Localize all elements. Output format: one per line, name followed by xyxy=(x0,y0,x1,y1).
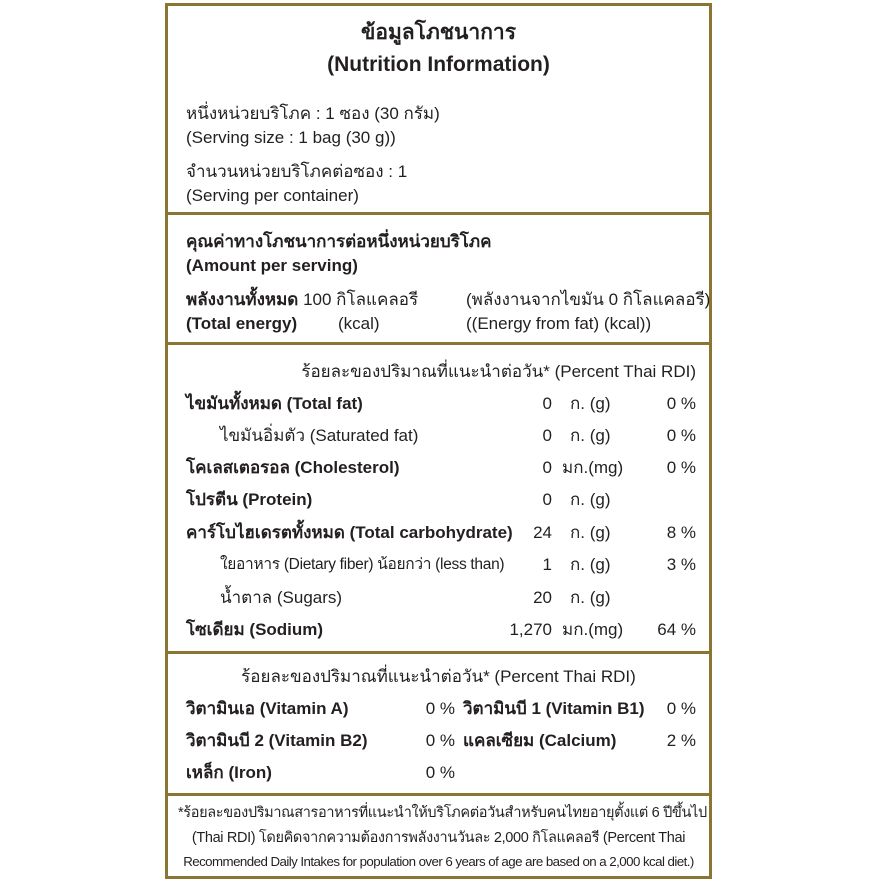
fat-energy-thai: (พลังงานจากไขมัน 0 กิโลแคลอรี) xyxy=(466,290,711,309)
title-thai: ข้อมูลโภชนาการ xyxy=(361,21,516,44)
servings-per-container-english: (Serving per container) xyxy=(186,186,359,205)
total-energy-unit: (kcal) xyxy=(338,314,380,333)
nutrient-unit: ก. (g) xyxy=(570,523,611,542)
nutrient-label: โปรตีน (Protein) xyxy=(186,490,313,509)
servings-per-container-thai: จำนวนหน่วยบริโภคต่อซอง : 1 xyxy=(186,162,408,181)
nutrient-percent: 3 % xyxy=(666,555,696,574)
calcium-percent: 2 % xyxy=(666,731,696,750)
nutrient-value: 1,270 xyxy=(509,620,552,639)
nutrient-percent: 8 % xyxy=(666,523,696,542)
nutrient-percent: 0 % xyxy=(666,458,696,477)
total-energy-english: (Total energy) xyxy=(186,314,298,333)
vitamin-a-label: วิตามินเอ (Vitamin A) xyxy=(186,699,349,718)
rdi-heading: ร้อยละของปริมาณที่แนะนำต่อวัน* (Percent Thai RDI) xyxy=(301,362,696,381)
divider xyxy=(168,342,709,345)
vitamin-b1-percent: 0 % xyxy=(666,699,696,718)
nutrient-unit: ก. (g) xyxy=(570,588,611,607)
total-energy-thai xyxy=(186,290,418,310)
total-energy-label: พลังงานทั้งหมด xyxy=(186,290,299,309)
nutrient-value: 0 xyxy=(542,458,552,477)
nutrient-unit: ก. (g) xyxy=(570,394,611,413)
nutrient-unit: ก. (g) xyxy=(570,426,611,445)
nutrient-unit: มก.(mg) xyxy=(562,458,624,477)
calcium-label: แคลเซียม (Calcium) xyxy=(463,731,617,750)
iron-percent: 0 % xyxy=(425,763,455,782)
divider xyxy=(168,212,709,215)
nutrient-label: โซเดียม (Sodium) xyxy=(186,620,324,639)
nutrient-value: 0 xyxy=(542,394,552,413)
nutrient-label: น้ำตาล (Sugars) xyxy=(220,588,343,607)
vitamin-b2-label: วิตามินบี 2 (Vitamin B2) xyxy=(186,731,368,750)
footnote-line-3: Recommended Daily Intakes for population over 6 years of age are based on a 2,000 kcal diet.) xyxy=(183,854,694,869)
total-energy-value: 100 กิโลแคลอรี xyxy=(303,290,419,309)
nutrient-value: 20 xyxy=(533,588,552,607)
vitamin-a-percent: 0 % xyxy=(425,699,455,718)
nutrition-label xyxy=(165,3,712,879)
fat-energy-english: ((Energy from fat) (kcal)) xyxy=(466,314,652,333)
amount-heading-english: (Amount per serving) xyxy=(186,256,358,275)
nutrient-percent: 0 % xyxy=(666,426,696,445)
serving-size-english: (Serving size : 1 bag (30 g)) xyxy=(186,128,396,147)
footnote-line-2: (Thai RDI) โดยคิดจากความต้องการพลังงานวันละ 2,000 กิโลแคลอรี (Percent Thai xyxy=(191,830,686,846)
nutrient-value: 0 xyxy=(542,426,552,445)
nutrient-label: ใยอาหาร (Dietary fiber) น้อยกว่า (less than) xyxy=(220,556,505,573)
vitamin-rdi-heading: ร้อยละของปริมาณที่แนะนำต่อวัน* (Percent Thai RDI) xyxy=(241,667,636,686)
nutrient-value: 1 xyxy=(542,555,552,574)
nutrient-label: ไขมันทั้งหมด (Total fat) xyxy=(186,394,363,413)
nutrient-label: คาร์โบไฮเดรตทั้งหมด (Total carbohydrate) xyxy=(186,523,513,542)
title-english: (Nutrition Information) xyxy=(327,53,550,76)
footnote-line-1: *ร้อยละของปริมาณสารอาหารที่แนะนำให้บริโภคต่อวันสำหรับคนไทยอายุตั้งแต่ 6 ปีขึ้นไป xyxy=(178,805,707,821)
vitamin-b2-percent: 0 % xyxy=(425,731,455,750)
divider xyxy=(168,793,709,796)
nutrient-percent: 64 % xyxy=(657,620,696,639)
nutrient-value: 0 xyxy=(542,490,552,509)
divider xyxy=(168,651,709,654)
nutrient-percent: 0 % xyxy=(666,394,696,413)
nutrient-unit: ก. (g) xyxy=(570,490,611,509)
serving-size-thai: หนึ่งหน่วยบริโภค : 1 ซอง (30 กรัม) xyxy=(186,104,440,123)
amount-heading-thai: คุณค่าทางโภชนาการต่อหนึ่งหน่วยบริโภค xyxy=(186,232,492,251)
nutrient-unit: ก. (g) xyxy=(570,555,611,574)
nutrient-value: 24 xyxy=(533,523,552,542)
iron-label: เหล็ก (Iron) xyxy=(186,763,272,782)
nutrient-label: โคเลสเตอรอล (Cholesterol) xyxy=(186,458,400,477)
vitamin-b1-label: วิตามินบี 1 (Vitamin B1) xyxy=(463,699,645,718)
nutrient-label: ไขมันอิ่มตัว (Saturated fat) xyxy=(220,426,419,445)
nutrient-unit: มก.(mg) xyxy=(562,620,624,639)
